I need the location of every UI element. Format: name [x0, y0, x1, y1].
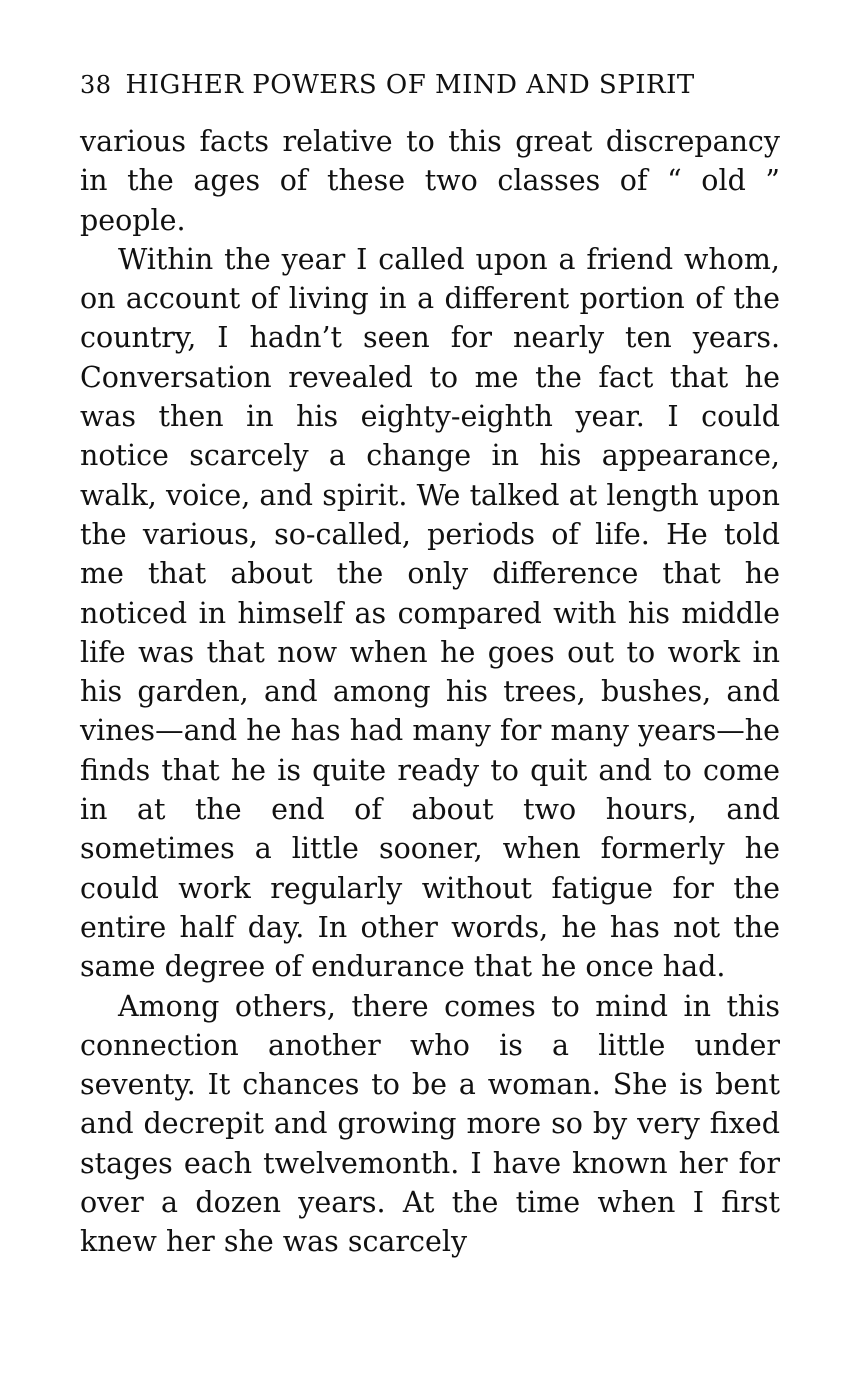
book-page	[80, 72, 780, 1262]
running-head	[80, 72, 780, 98]
paragraph-woman: Among others, there comes to mind in this connection another who is a little under seventy. It chances to be a woman. She is bent and decrepit and growing more so by very fixed stages each twelvemonth. I have known her for over a dozen years. At the time when I first knew her she was scarcely	[80, 989, 780, 1259]
page-number: 38	[80, 71, 112, 99]
running-title: HIGHER POWERS OF MIND AND SPIRIT	[125, 70, 695, 100]
paragraph-continued: various facts relative to this great discrepancy in the ages of these two classes of “ old ” people.	[80, 125, 780, 237]
paragraph-friend: Within the year I called upon a friend whom, on account of living in a different portion of the country, I hadn’t seen for nearly ten years. Conversation revealed to me the fact that he was then in his eighty-eighth year. I could notice scarcely a change in his appearance, walk, voice, and spirit. We talked at length upon the various, so-called, periods of life. He told me that about the only difference that he noticed in himself as compared with his middle life was that now when he goes out to work in his garden, and among his trees, bushes, and vines—and he has had many for many years—he finds that he is quite ready to quit and to come in at the end of about two hours, and sometimes a little sooner, when formerly he could work regularly without fatigue for the entire half day. In other words, he has not the same degree of endurance that he once had.	[80, 242, 780, 984]
